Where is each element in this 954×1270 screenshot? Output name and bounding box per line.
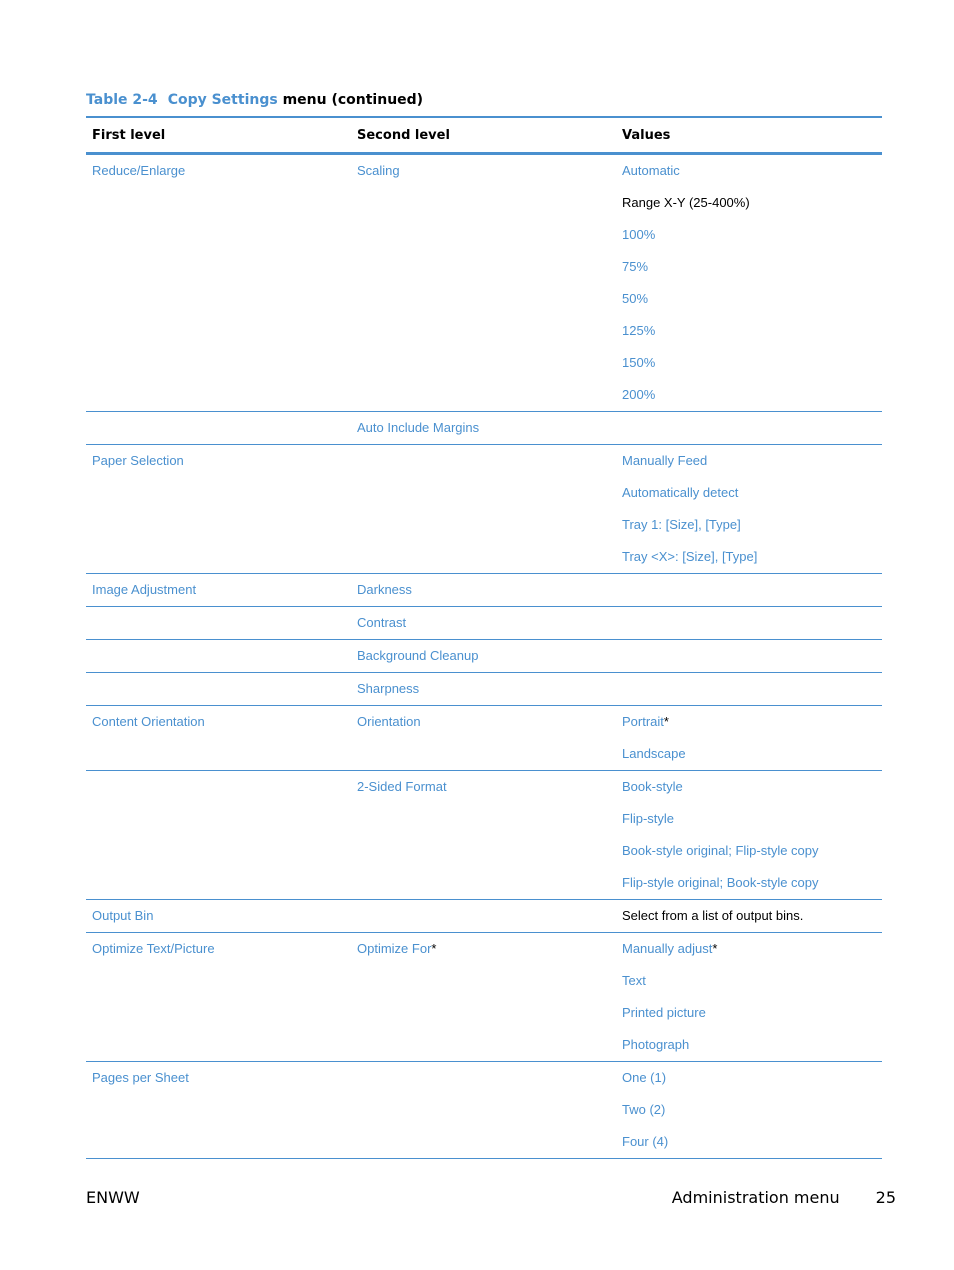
values-cell — [616, 607, 882, 640]
first-level-cell — [86, 900, 351, 933]
table-row — [86, 154, 882, 412]
value-item — [622, 965, 882, 997]
value-item — [622, 738, 882, 770]
values-cell — [616, 640, 882, 673]
second-level-item — [357, 155, 616, 187]
menu-name-link[interactable]: Copy Settings — [167, 92, 278, 108]
first-level-cell — [86, 673, 351, 706]
value-link[interactable]: 75% — [622, 259, 649, 274]
first-level-link — [92, 607, 351, 639]
value-link[interactable]: Book-style — [622, 779, 683, 794]
first-level-link[interactable]: Optimize Text/Picture — [92, 941, 215, 956]
second-level-cell — [351, 574, 616, 607]
empty-value — [622, 574, 882, 606]
value-item — [622, 933, 882, 965]
values-cell — [616, 412, 882, 445]
second-level-link[interactable]: Sharpness — [357, 681, 420, 696]
second-level-cell — [351, 900, 616, 933]
second-level-item — [357, 574, 616, 606]
second-level-cell — [351, 607, 616, 640]
default-marker: * — [663, 714, 669, 729]
table-row — [86, 607, 882, 640]
table-row — [86, 900, 882, 933]
header-second-level: Second level — [351, 117, 616, 154]
value-link[interactable]: Photograph — [622, 1037, 690, 1052]
second-level-cell — [351, 673, 616, 706]
value-link[interactable]: Automatically detect — [622, 485, 739, 500]
value-item — [622, 835, 882, 867]
first-level-cell — [86, 445, 351, 574]
first-level-link[interactable]: Output Bin — [92, 908, 154, 923]
footer-section — [672, 1188, 896, 1207]
first-level-cell — [86, 574, 351, 607]
value-link[interactable]: Landscape — [622, 746, 686, 761]
value-item — [622, 251, 882, 283]
first-level-cell — [86, 1062, 351, 1159]
second-level-cell — [351, 154, 616, 412]
value-item — [622, 1062, 882, 1094]
second-level-link[interactable]: Optimize For — [357, 941, 432, 956]
second-level-cell — [351, 1062, 616, 1159]
second-level-item — [357, 445, 616, 477]
value-item — [622, 347, 882, 379]
table-row — [86, 771, 882, 900]
value-link[interactable]: Portrait — [622, 714, 664, 729]
values-cell — [616, 445, 882, 574]
first-level-link[interactable]: Pages per Sheet — [92, 1070, 189, 1085]
value-item — [622, 509, 882, 541]
second-level-item — [357, 933, 616, 965]
value-item — [622, 187, 882, 219]
first-level-cell — [86, 706, 351, 771]
value-item — [622, 541, 882, 573]
second-level-item — [357, 607, 616, 639]
second-level-link[interactable]: Scaling — [357, 163, 400, 178]
value-item — [622, 315, 882, 347]
value-link[interactable]: Book-style original; Flip-style copy — [622, 843, 819, 858]
second-level-item — [357, 771, 616, 803]
value-link[interactable]: Two (2) — [622, 1102, 666, 1117]
empty-value — [622, 412, 882, 444]
first-level-link — [92, 771, 351, 803]
second-level-link[interactable]: Darkness — [357, 582, 412, 597]
empty-value — [622, 607, 882, 639]
second-level-item — [357, 412, 616, 444]
value-link[interactable]: 100% — [622, 227, 656, 242]
second-level-cell — [351, 412, 616, 445]
table-row — [86, 673, 882, 706]
value-link[interactable]: Manually adjust — [622, 941, 713, 956]
second-level-item — [357, 673, 616, 705]
first-level-link[interactable]: Paper Selection — [92, 453, 184, 468]
first-level-cell — [86, 771, 351, 900]
empty-value — [622, 640, 882, 672]
second-level-cell — [351, 706, 616, 771]
value-item — [622, 1126, 882, 1158]
second-level-link[interactable]: Contrast — [357, 615, 407, 630]
table-row — [86, 640, 882, 673]
value-item — [622, 803, 882, 835]
first-level-cell — [86, 154, 351, 412]
first-level-cell — [86, 412, 351, 445]
value-item — [622, 867, 882, 899]
value-item — [622, 445, 882, 477]
value-item — [622, 477, 882, 509]
header-values: Values — [616, 117, 882, 154]
first-level-link — [92, 640, 351, 672]
second-level-link[interactable]: Orientation — [357, 714, 421, 729]
first-level-cell — [86, 640, 351, 673]
values-cell — [616, 574, 882, 607]
first-level-link[interactable]: Reduce/Enlarge — [92, 163, 186, 178]
second-level-link[interactable]: 2-Sided Format — [357, 779, 447, 794]
value-link[interactable]: Flip-style — [622, 811, 675, 826]
value-item — [622, 379, 882, 411]
value-item — [622, 706, 882, 738]
values-cell — [616, 933, 882, 1062]
values-cell — [616, 706, 882, 771]
second-level-cell — [351, 445, 616, 574]
table-row — [86, 574, 882, 607]
value-link[interactable]: 50% — [622, 291, 649, 306]
value-link[interactable]: Printed picture — [622, 1005, 706, 1020]
value-link[interactable]: Tray 1: [Size], [Type] — [622, 517, 741, 532]
second-level-cell — [351, 933, 616, 1062]
caption-suffix: menu (continued) — [282, 92, 424, 108]
value-link[interactable]: Flip-style original; Book-style copy — [622, 875, 819, 890]
values-cell — [616, 673, 882, 706]
value-link[interactable]: 200% — [622, 387, 656, 402]
second-level-item — [357, 900, 616, 932]
second-level-item — [357, 1062, 616, 1094]
value-item — [622, 283, 882, 315]
values-cell — [616, 1062, 882, 1159]
table-caption — [86, 92, 423, 108]
footer-section-title: Administration menu — [671, 1188, 840, 1207]
first-level-link — [92, 412, 351, 444]
value-link[interactable]: 150% — [622, 355, 656, 370]
value-link[interactable]: Four (4) — [622, 1134, 669, 1149]
footer-locale: ENWW — [86, 1188, 140, 1207]
table-row — [86, 445, 882, 574]
value-item — [622, 219, 882, 251]
second-level-link[interactable]: Auto Include Margins — [357, 420, 480, 435]
first-level-link[interactable]: Content Orientation — [92, 714, 205, 729]
first-level-link[interactable]: Image Adjustment — [92, 582, 197, 597]
value-item — [622, 900, 882, 932]
default-marker: * — [712, 941, 718, 956]
table-row — [86, 412, 882, 445]
value-item — [622, 1094, 882, 1126]
second-level-item — [357, 706, 616, 738]
value-link[interactable]: One (1) — [622, 1070, 667, 1085]
header-first-level: First level — [86, 117, 351, 154]
value-text: Range X-Y (25-400%) — [622, 195, 750, 210]
second-level-cell — [351, 640, 616, 673]
value-link[interactable]: Manually Feed — [622, 453, 708, 468]
second-level-cell — [351, 771, 616, 900]
table-row — [86, 933, 882, 1062]
value-text: Select from a list of output bins. — [622, 908, 804, 923]
first-level-cell — [86, 933, 351, 1062]
empty-value — [622, 673, 882, 705]
second-level-link[interactable]: Background Cleanup — [357, 648, 479, 663]
page-number: 25 — [875, 1188, 896, 1207]
table-row — [86, 1062, 882, 1159]
table-number: Table 2-4 — [86, 92, 158, 108]
value-link[interactable]: 125% — [622, 323, 656, 338]
table-header-row — [86, 117, 882, 154]
values-cell — [616, 154, 882, 412]
value-item — [622, 155, 882, 187]
first-level-link — [92, 673, 351, 705]
values-cell — [616, 771, 882, 900]
first-level-cell — [86, 607, 351, 640]
value-item — [622, 771, 882, 803]
copy-settings-table — [86, 116, 882, 1159]
values-cell — [616, 900, 882, 933]
value-link[interactable]: Automatic — [622, 163, 680, 178]
table-row — [86, 706, 882, 771]
value-link[interactable]: Tray <X>: [Size], [Type] — [622, 549, 758, 564]
value-item — [622, 997, 882, 1029]
default-marker: * — [431, 941, 437, 956]
value-link[interactable]: Text — [622, 973, 646, 988]
value-item — [622, 1029, 882, 1061]
second-level-item — [357, 640, 616, 672]
